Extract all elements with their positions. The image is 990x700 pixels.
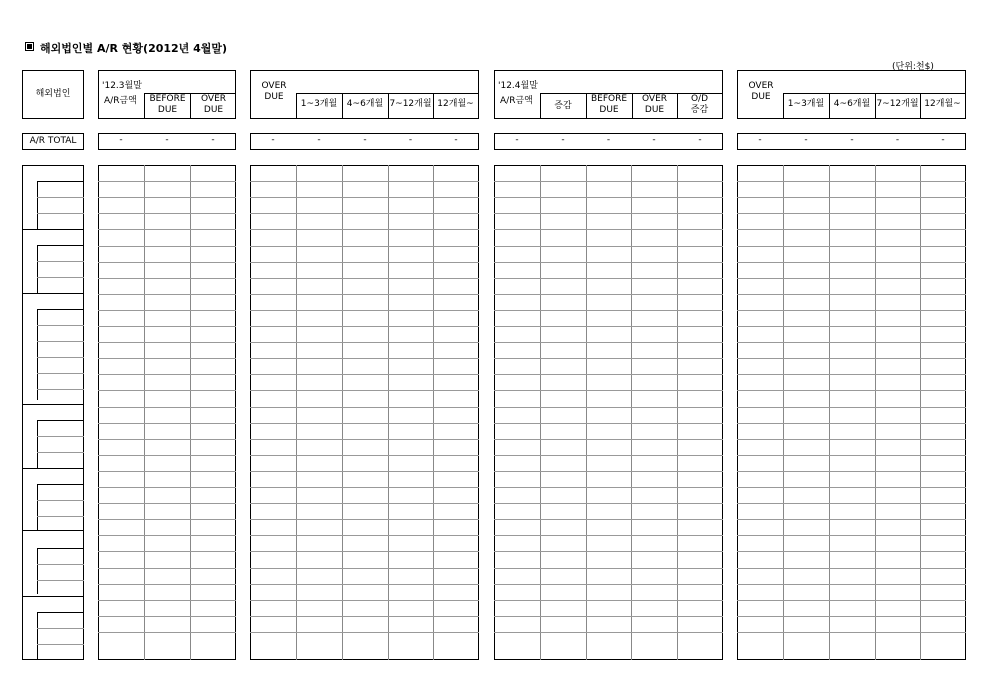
grid-row-line [250,439,479,440]
grid-col-line [829,165,830,660]
corp-header-label: 해외법인 [35,89,71,99]
grid-row-line [98,326,236,327]
corp-header [22,70,84,119]
corp-sub-row [37,628,84,629]
corp-group-divider [22,596,84,597]
grid-row-line [98,390,236,391]
grid-row-line [494,278,723,279]
grid-row-line [250,326,479,327]
grid-row-line [737,278,966,279]
grid-row-line [737,229,966,230]
corp-bracket [37,484,38,530]
total-label: A/R TOTAL [29,136,77,146]
grid-row-line [98,310,236,311]
apr-overdue-label: OVER DUE [748,81,774,102]
grid-row-line [494,374,723,375]
apr-bucket-12plus: 12개월~ [924,99,961,109]
grid-row-line [737,584,966,585]
grid-row-line [250,487,479,488]
total-dash: - [515,135,519,145]
grid-row-line [737,632,966,633]
grid-row-line [494,439,723,440]
grid-row-line [494,358,723,359]
grid-row-line [98,278,236,279]
total-dash: - [941,135,945,145]
grid-row-line [250,471,479,472]
grid-row-line [98,374,236,375]
apr-bucket-1-3: 1~3개월 [787,99,825,109]
grid-row-line [98,213,236,214]
grid-row-line [250,616,479,617]
corp-sub-row [37,197,84,198]
mar-period-label: '12.3월말 [102,81,142,91]
grid-row-line [250,342,479,343]
corp-bracket-top [37,612,84,613]
grid-row-line [494,181,723,182]
grid-col-line [296,165,297,660]
grid-row-line [737,358,966,359]
grid-row-line [494,342,723,343]
grid-row-line [250,551,479,552]
grid-row-line [737,455,966,456]
square-bullet-icon [25,42,34,51]
grid-row-line [250,390,479,391]
corp-bracket-top [37,245,84,246]
header-group-apr [494,70,723,119]
grid-col-line [875,165,876,660]
apr-bucket-7-12: 7~12개월 [876,99,919,109]
title-text: 해외법인별 A/R 현황(2012년 4월말) [40,42,228,55]
corp-sub-row [37,373,84,374]
grid-col-line [540,165,541,660]
corp-bracket [37,309,38,400]
grid-row-line [494,600,723,601]
apr-over-due-label: OVER DUE [641,94,668,115]
grid-row-line [98,519,236,520]
grid-row-line [250,584,479,585]
corp-sub-row [37,341,84,342]
corp-sub-row [37,452,84,453]
grid-col-line [388,165,389,660]
grid-row-line [98,197,236,198]
grid-row-line [737,471,966,472]
grid-row-line [250,374,479,375]
unit-label: (단위:천$) [892,62,934,72]
corp-group-divider [22,404,84,405]
grid-row-line [494,519,723,520]
grid-row-line [737,423,966,424]
grid-row-line [737,213,966,214]
grid-row-line [250,181,479,182]
grid-row-line [737,390,966,391]
corp-list-box [22,165,84,660]
grid-row-line [494,294,723,295]
total-dash: - [804,135,808,145]
grid-row-line [98,503,236,504]
corp-sub-row [37,516,84,517]
grid-row-line [250,229,479,230]
grid-row-line [494,503,723,504]
grid-row-line [737,374,966,375]
total-dash: - [698,135,702,145]
total-dash: - [895,135,900,145]
grid-col-line [920,165,921,660]
grid-row-line [494,568,723,569]
apr-change-label: 증감 [554,101,572,111]
corp-sub-row [37,644,84,645]
grid-col-line [677,165,678,660]
apr-bucket-4-6: 4~6개월 [833,99,871,109]
grid-row-line [737,181,966,182]
grid-row-line [494,551,723,552]
corp-sub-row [37,357,84,358]
grid-row-line [250,568,479,569]
grid-row-line [737,535,966,536]
corp-sub-row [37,436,84,437]
grid-row-line [250,503,479,504]
total-dash: - [271,135,275,145]
grid-row-line [250,519,479,520]
corp-bracket-top [37,420,84,421]
grid-row-line [737,503,966,504]
grid-row-line [98,439,236,440]
mar-bucket-4-6: 4~6개월 [346,99,384,109]
grid-row-line [494,197,723,198]
grid-row-line [98,471,236,472]
total-dash: - [758,135,762,145]
grid-row-line [737,294,966,295]
grid-row-line [250,535,479,536]
grid-row-line [494,407,723,408]
apr-amount-label: A/R금액 [500,96,533,106]
grid-row-line [737,262,966,263]
mar-bucket-7-12: 7~12개월 [389,99,432,109]
total-dash: - [363,135,367,145]
total-dash: - [652,135,656,145]
corp-sub-row [37,213,84,214]
grid-row-line [494,213,723,214]
corp-sub-row [37,564,84,565]
mar-before-due-label: BEFORE DUE [149,94,186,115]
mar-bucket-12plus: 12개월~ [437,99,474,109]
grid-row-line [494,535,723,536]
grid-col-line [783,165,784,660]
corp-bracket [37,612,38,660]
grid-row-line [98,632,236,633]
corp-sub-row [37,277,84,278]
grid-row-line [98,600,236,601]
mar-bucket-1-3: 1~3개월 [300,99,338,109]
grid-row-line [494,632,723,633]
grid-row-line [494,310,723,311]
grid-row-line [250,262,479,263]
total-dash: - [850,135,854,145]
grid-row-line [250,278,479,279]
total-dash: - [211,135,215,145]
grid-row-line [250,407,479,408]
grid-col-line [144,165,145,660]
grid-row-line [494,616,723,617]
total-dash: - [606,135,611,145]
mar-overdue-label: OVER DUE [261,81,287,102]
total-dash: - [119,135,123,145]
grid-row-line [494,262,723,263]
header-group-apr-overdue [737,70,966,119]
grid-row-line [98,407,236,408]
grid-row-line [98,551,236,552]
grid-col-line [631,165,632,660]
total-dash: - [408,135,413,145]
grid-row-line [250,310,479,311]
grid-row-line [494,229,723,230]
total-dash: - [561,135,565,145]
grid-row-line [737,326,966,327]
grid-row-line [250,632,479,633]
corp-bracket [37,548,38,594]
body-grid-g3 [494,165,723,660]
grid-row-line [98,568,236,569]
grid-col-line [433,165,434,660]
corp-sub-row [37,261,84,262]
corp-bracket [37,245,38,293]
grid-row-line [250,358,479,359]
grid-row-line [98,229,236,230]
grid-row-line [98,423,236,424]
grid-row-line [737,568,966,569]
grid-row-line [737,439,966,440]
mar-over-due-label: OVER DUE [200,94,227,115]
report-title [25,40,227,56]
corp-sub-row [37,580,84,581]
grid-row-line [250,197,479,198]
grid-row-line [737,342,966,343]
grid-row-line [98,294,236,295]
grid-row-line [494,326,723,327]
grid-row-line [494,423,723,424]
grid-col-line [190,165,191,660]
total-dash: - [317,135,321,145]
corp-bracket-top [37,548,84,549]
grid-row-line [737,616,966,617]
corp-bracket-top [37,309,84,310]
grid-row-line [98,358,236,359]
header-group-mar [98,70,236,119]
corp-group-divider [22,229,84,230]
grid-row-line [737,551,966,552]
body-grid-g2 [250,165,479,660]
grid-col-line [586,165,587,660]
corp-sub-row [37,325,84,326]
mar-amount-label: A/R금액 [104,96,137,106]
grid-row-line [494,584,723,585]
apr-od-change-label: O/D 증감 [690,94,709,115]
grid-row-line [98,535,236,536]
grid-row-line [494,390,723,391]
grid-row-line [250,423,479,424]
grid-row-line [250,600,479,601]
grid-row-line [250,213,479,214]
grid-row-line [98,616,236,617]
grid-row-line [98,342,236,343]
grid-row-line [494,487,723,488]
corp-bracket [37,181,38,229]
body-grid-g1 [98,165,236,660]
grid-row-line [494,246,723,247]
grid-row-line [98,181,236,182]
grid-row-line [737,519,966,520]
grid-row-line [98,455,236,456]
grid-row-line [494,455,723,456]
corp-group-divider [22,530,84,531]
corp-bracket-top [37,181,84,182]
corp-sub-row [37,500,84,501]
grid-row-line [737,197,966,198]
corp-group-divider [22,468,84,469]
grid-row-line [98,584,236,585]
apr-period-label: '12.4월말 [498,81,538,91]
grid-col-line [342,165,343,660]
grid-row-line [737,487,966,488]
corp-sub-row [37,389,84,390]
grid-row-line [494,471,723,472]
grid-row-line [98,262,236,263]
grid-row-line [250,455,479,456]
grid-row-line [98,246,236,247]
apr-before-due-label: BEFORE DUE [590,94,628,115]
total-dash: - [165,135,169,145]
header-group-mar-overdue [250,70,479,119]
body-grid-g4 [737,165,966,660]
grid-row-line [737,246,966,247]
grid-row-line [250,246,479,247]
corp-bracket [37,420,38,468]
grid-row-line [250,294,479,295]
total-dash: - [454,135,458,145]
grid-row-line [98,487,236,488]
total-label-box [22,133,84,150]
grid-row-line [737,310,966,311]
grid-row-line [737,600,966,601]
corp-bracket-top [37,484,84,485]
corp-group-divider [22,293,84,294]
grid-row-line [737,407,966,408]
